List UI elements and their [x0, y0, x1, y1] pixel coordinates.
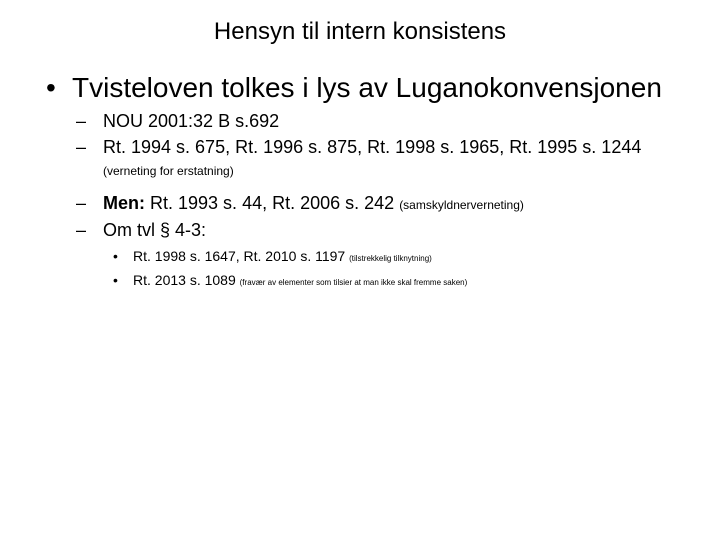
sub-sub-bullet-text: Rt. 2013 s. 1089 — [133, 272, 236, 288]
bullet-icon: • — [113, 272, 118, 288]
sub-bullet-lead: Men: — [103, 193, 145, 213]
dash-icon: – — [76, 111, 87, 131]
dash-icon: – — [76, 137, 87, 157]
main-bullet-text: Tvisteloven tolkes i lys av Luganokonvensjonen — [72, 72, 662, 103]
main-bullet — [46, 70, 696, 106]
dash-icon: – — [76, 193, 87, 213]
dash-icon: – — [76, 220, 87, 240]
sub-sub-bullet-note: (fravær av elementer som tilsier at man ikke skal fremme saken) — [239, 278, 468, 287]
sub-sub-bullet-1 — [113, 246, 703, 269]
sub-bullet-text: Rt. 1994 s. 675, Rt. 1996 s. 875, Rt. 1998 s. 1965, Rt. 1995 s. 1244 — [103, 137, 642, 157]
sub-bullet-text: NOU 2001:32 B s.692 — [103, 111, 280, 131]
sub-bullet-text: Rt. 1993 s. 44, Rt. 2006 s. 242 — [150, 193, 395, 213]
bullet-icon: • — [113, 248, 118, 264]
sub-sub-bullet-text: Rt. 1998 s. 1647, Rt. 2010 s. 1197 — [133, 248, 346, 264]
bullet-icon: • — [46, 72, 56, 103]
sub-bullet-note: (verneting for erstatning) — [103, 164, 234, 178]
sub-sub-bullet-2 — [113, 270, 703, 293]
sub-bullet-2 — [76, 136, 696, 182]
sub-bullet-4 — [76, 219, 696, 241]
sub-bullet-text: Om tvl § 4-3: — [103, 220, 207, 240]
sub-sub-bullet-note: (tilstrekkelig tilknytning) — [349, 254, 432, 263]
sub-bullet-3 — [76, 192, 696, 216]
sub-bullet-note: (samskyldnerverneting) — [399, 198, 524, 212]
sub-bullet-1 — [76, 110, 696, 132]
slide-title: Hensyn til intern konsistens — [213, 18, 507, 45]
